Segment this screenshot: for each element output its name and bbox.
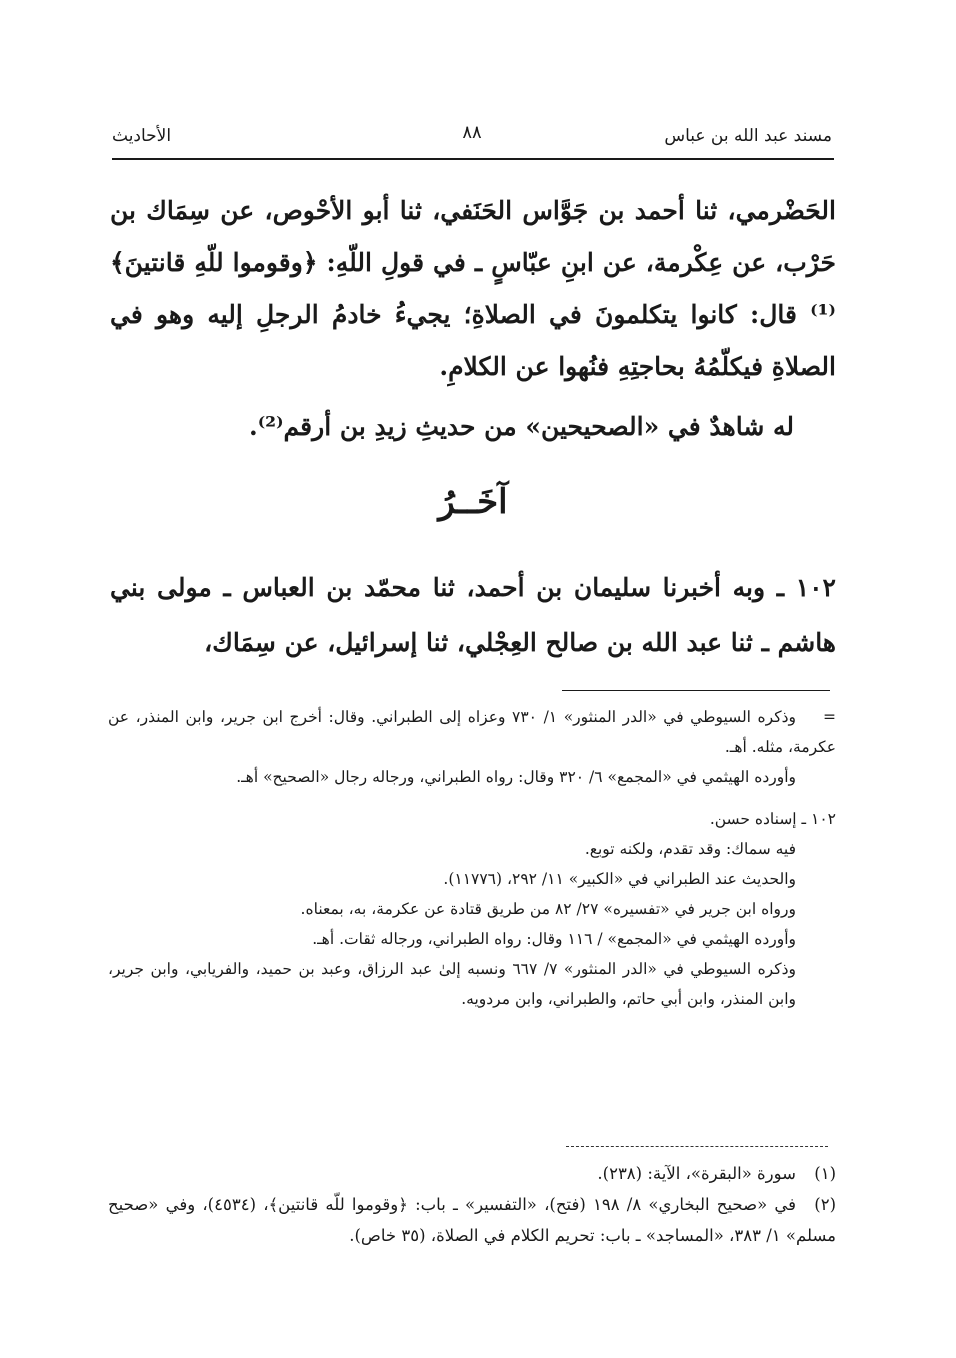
note-102-line: وذكره السيوطي في «الدر المنثور» ٧/ ٦٦٧ ونسبه إلىٰ عبد الرزاق، وعبد بن حميد، والفريابي، وابن جرير، وابن المنذر، وابن أبي حاتم، والطبراني، وابن مردويه.	[108, 960, 797, 1008]
running-header	[112, 118, 832, 152]
section-title: آخَــرُ	[438, 482, 508, 522]
page-number: ٨٨	[462, 122, 482, 143]
commentary-notes	[108, 702, 836, 1014]
notes-rule	[562, 690, 830, 691]
footnote-text: في «صحيح البخاري» ٨/ ١٩٨ (فتح)، «التفسير» ـ باب: ﴿وقوموا للّه قانتين﴾، (٤٥٣٤)، وفي «صحيح مسلم» ١/ ٣٨٣، «المساجد» ـ باب: تحريم الكلام في الصلاة، (٣٥ خاص).	[108, 1195, 836, 1245]
continuation-marker: =	[823, 708, 836, 726]
header-rule	[112, 158, 834, 160]
footnote-number: (١)	[814, 1164, 836, 1183]
note-continuation-1-text: وذكره السيوطي في «الدر المنثور» ١/ ٧٣٠ وعزاه إلى الطبراني. وقال: أخرج ابن جرير، وابن المنذر، عن عكرمة، مثله. أهـ.	[108, 708, 836, 756]
hadith-text: ١٠٢ ـ وبه أخبرنا سليمان بن أحمد، ثنا محمّد بن العباس ـ مولى بني هاشم ـ ثنا عبد الله بن صالح العِجْلي، ثنا إسرائيل، عن سِمَاك،	[110, 573, 836, 657]
hadith-102	[110, 560, 836, 670]
section-name: الأحاديث	[112, 126, 172, 146]
note-102-line: وأورده الهيثمي في «المجمع» / ١١٦ وقال: رواه الطبراني، ورجاله ثقات. أهـ.	[312, 930, 796, 948]
note-102-label: ١٠٢ ـ إسناده حسن.	[709, 810, 836, 828]
note-102-line: والحديث عند الطبراني في «الكبير» ١١/ ٢٩٢، (١١٧٧٦).	[443, 870, 796, 888]
footnote-number: (٢)	[814, 1195, 837, 1214]
note-continuation-1	[108, 702, 836, 762]
note-continuation-2: وأورده الهيثمي في «المجمع» ٦/ ٣٢٠ وقال: رواه الطبراني، ورجاله رجال «الصحيح» أهـ.	[236, 768, 796, 786]
witness-line: له شاهدٌ في «الصحيحين» من حديثِ زيدِ بن أرقم⁽²⁾.	[248, 412, 794, 441]
book-title: مسند عبد الله بن عباس	[664, 126, 832, 146]
note-102-line: فيه سماك: وقد تقدم، ولكنه توبع.	[584, 840, 796, 858]
note-102-line: ورواه ابن جرير في «تفسيره» ٢٧/ ٨٢ من طريق قتادة عن عكرمة، به، بمعناه.	[300, 900, 796, 918]
footnote-rule	[566, 1146, 828, 1147]
main-paragraph: الحَضْرمي، ثنا أحمد بن جَوَّاس الحَنَفي، ثنا أبو الأحْوص، عن سِمَاك بن حَرْب، عن عِكْرمة، عن ابنِ عبّاسٍ ـ في قولِ اللّهِ: ﴿وقوموا للّهِ قانتينَ﴾⁽¹⁾ قال: كانوا يتكلمونَ في الصلاةِ؛ يجيءُ خادمُ الرجلِ إليه وهو في الصلاةِ فيكلّمُهُ بحاجتِهِ فنُهوا عن الكلامِ.	[110, 196, 836, 381]
footnotes	[108, 1158, 836, 1251]
footnote-1	[108, 1158, 836, 1189]
footnote-2	[108, 1189, 836, 1251]
footnote-text: سورة «البقرة»، الآية: (٢٣٨).	[597, 1164, 796, 1183]
main-text	[110, 185, 836, 453]
